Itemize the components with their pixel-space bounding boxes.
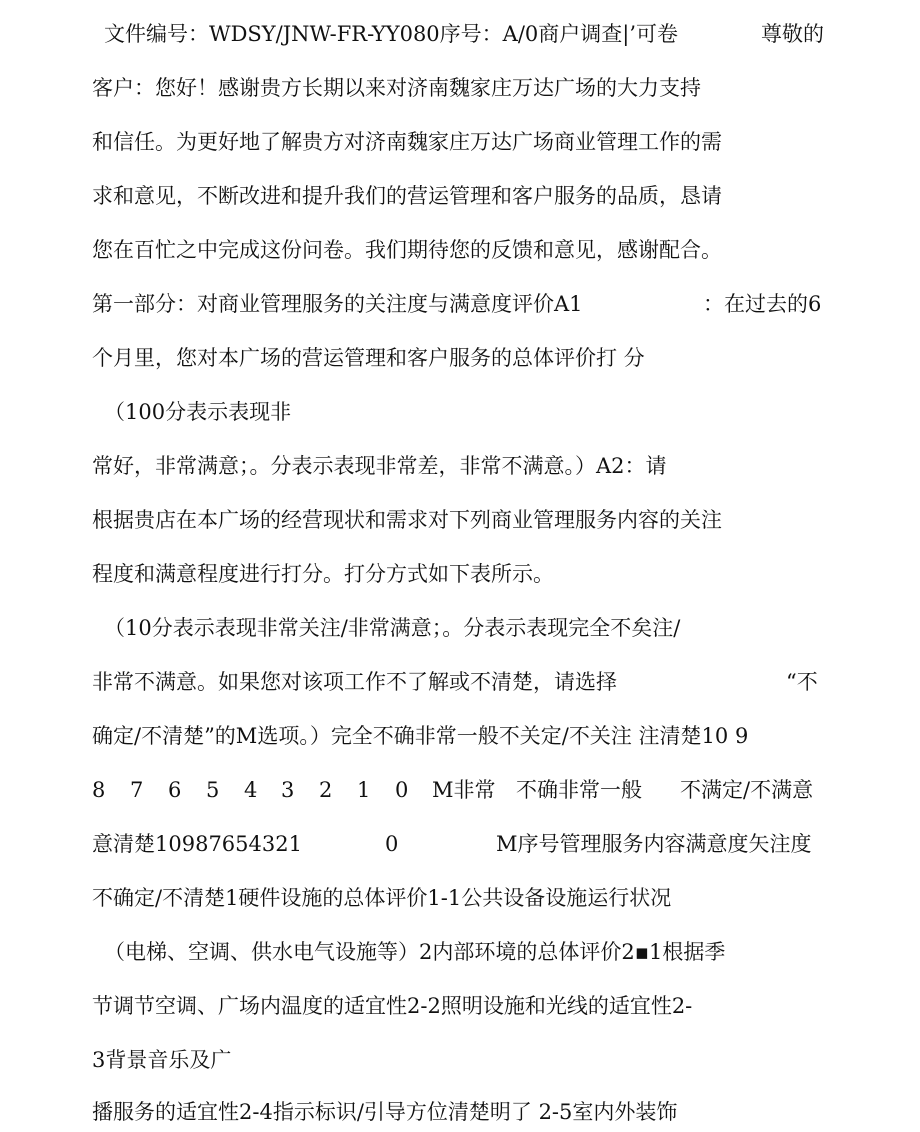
text-line-9 bbox=[0, 446, 920, 486]
scale-label: 不确非常一般 bbox=[516, 778, 642, 802]
table-header-text: M序号管理服务内容满意度矢注度 bbox=[496, 832, 812, 856]
paragraph-text: 常好，非常满意；。分表示表现非常差，非常不满意。）A2：请 bbox=[92, 454, 667, 478]
paragraph-text: 程度和满意程度进行打分。打分方式如下表所示。 bbox=[92, 562, 554, 586]
paragraph-text: 个月里，您对本广场的营运管理和客户服务的总体评价打 分 bbox=[92, 346, 645, 370]
scale-label: 不满定/不满意 bbox=[680, 778, 814, 802]
text-line-2 bbox=[0, 68, 920, 108]
scale-number: 7 bbox=[130, 778, 144, 802]
question-a1-text: ：在过去的6 bbox=[703, 292, 822, 316]
paragraph-text: 客户：您好！感谢贵方长期以来对济南魏家庄万达广场的大力支持 bbox=[92, 76, 701, 100]
text-line-11 bbox=[0, 554, 920, 594]
text-line-20 bbox=[0, 1040, 920, 1080]
scale-number: 0 bbox=[385, 832, 399, 856]
paragraph-text: 非常不满意。如果您对该项工作不了解或不清楚，请选择 bbox=[92, 670, 617, 694]
paragraph-text: 播服务的适宜性2-4指示标识/引导方位清楚明了 2-5室内外装饰 bbox=[92, 1100, 678, 1124]
section-heading: 第一部分：对商业管理服务的关注度与满意度评价A1 bbox=[92, 292, 583, 316]
paragraph-text: （电梯、空调、供水电气设施等）2内部环境的总体评价2▪1根据季 bbox=[104, 940, 726, 964]
text-line-18 bbox=[0, 932, 920, 972]
text-line-21 bbox=[0, 1092, 920, 1132]
text-line-6 bbox=[0, 284, 920, 324]
text-line-3 bbox=[0, 122, 920, 162]
text-line-15-scale bbox=[0, 770, 920, 810]
scale-number: 4 bbox=[244, 778, 258, 802]
paragraph-text: 根据贵店在本广场的经营现状和需求对下列商业管理服务内容的关注 bbox=[92, 508, 722, 532]
file-header: 文件编号：WDSY/JNW-FR-YY080序号：A/0商户调查|’可卷 bbox=[104, 22, 679, 46]
text-line-19 bbox=[0, 986, 920, 1026]
paragraph-text: 3背景音乐及广 bbox=[92, 1048, 232, 1072]
scale-number: 6 bbox=[168, 778, 182, 802]
text-line-16 bbox=[0, 824, 920, 864]
text-line-13 bbox=[0, 662, 920, 702]
paragraph-text: 您在百忙之中完成这份问卷。我们期待您的反馈和意见，感谢配合。 bbox=[92, 238, 722, 262]
text-line-17 bbox=[0, 878, 920, 918]
text-line-10 bbox=[0, 500, 920, 540]
scale-number: 3 bbox=[281, 778, 295, 802]
scale-number: 0 bbox=[395, 778, 409, 802]
scale-label: M非常 bbox=[432, 778, 496, 802]
scale-number: 8 bbox=[92, 778, 106, 802]
scale-number: 5 bbox=[206, 778, 220, 802]
paragraph-text: 求和意见，不断改进和提升我们的营运管理和客户服务的品质，恳请 bbox=[92, 184, 722, 208]
text-line-14 bbox=[0, 716, 920, 756]
scale-number: 1 bbox=[357, 778, 371, 802]
text-line-12 bbox=[0, 608, 920, 648]
text-line-4 bbox=[0, 176, 920, 216]
salutation: 尊敬的 bbox=[761, 22, 824, 46]
scale-number: 2 bbox=[319, 778, 333, 802]
paragraph-text: 意清楚10987654321 bbox=[92, 832, 302, 856]
text-line-5 bbox=[0, 230, 920, 270]
paragraph-text: 节调节空调、广场内温度的适宜性2-2照明设施和光线的适宜性2- bbox=[92, 994, 693, 1018]
paragraph-text: 和信任。为更好地了解贵方对济南魏家庄万达广场商业管理工作的需 bbox=[92, 130, 722, 154]
text-line-8 bbox=[0, 392, 920, 432]
text-line-1 bbox=[0, 14, 920, 54]
paragraph-text: （10分表示表现非常关注/非常满意；。分表示表现完全不矣注/ bbox=[104, 616, 681, 640]
paragraph-text-quote: “不 bbox=[786, 670, 818, 694]
paragraph-text: 不确定/不清楚1硬件设施的总体评价1-1公共设备设施运行状况 bbox=[92, 886, 672, 910]
paragraph-text: （100分表示表现非 bbox=[104, 400, 292, 424]
text-line-7 bbox=[0, 338, 920, 378]
paragraph-text: 确定/不清楚”的M选项。）完全不确非常一般不关定/不关注 注清楚10 9 bbox=[92, 724, 749, 748]
